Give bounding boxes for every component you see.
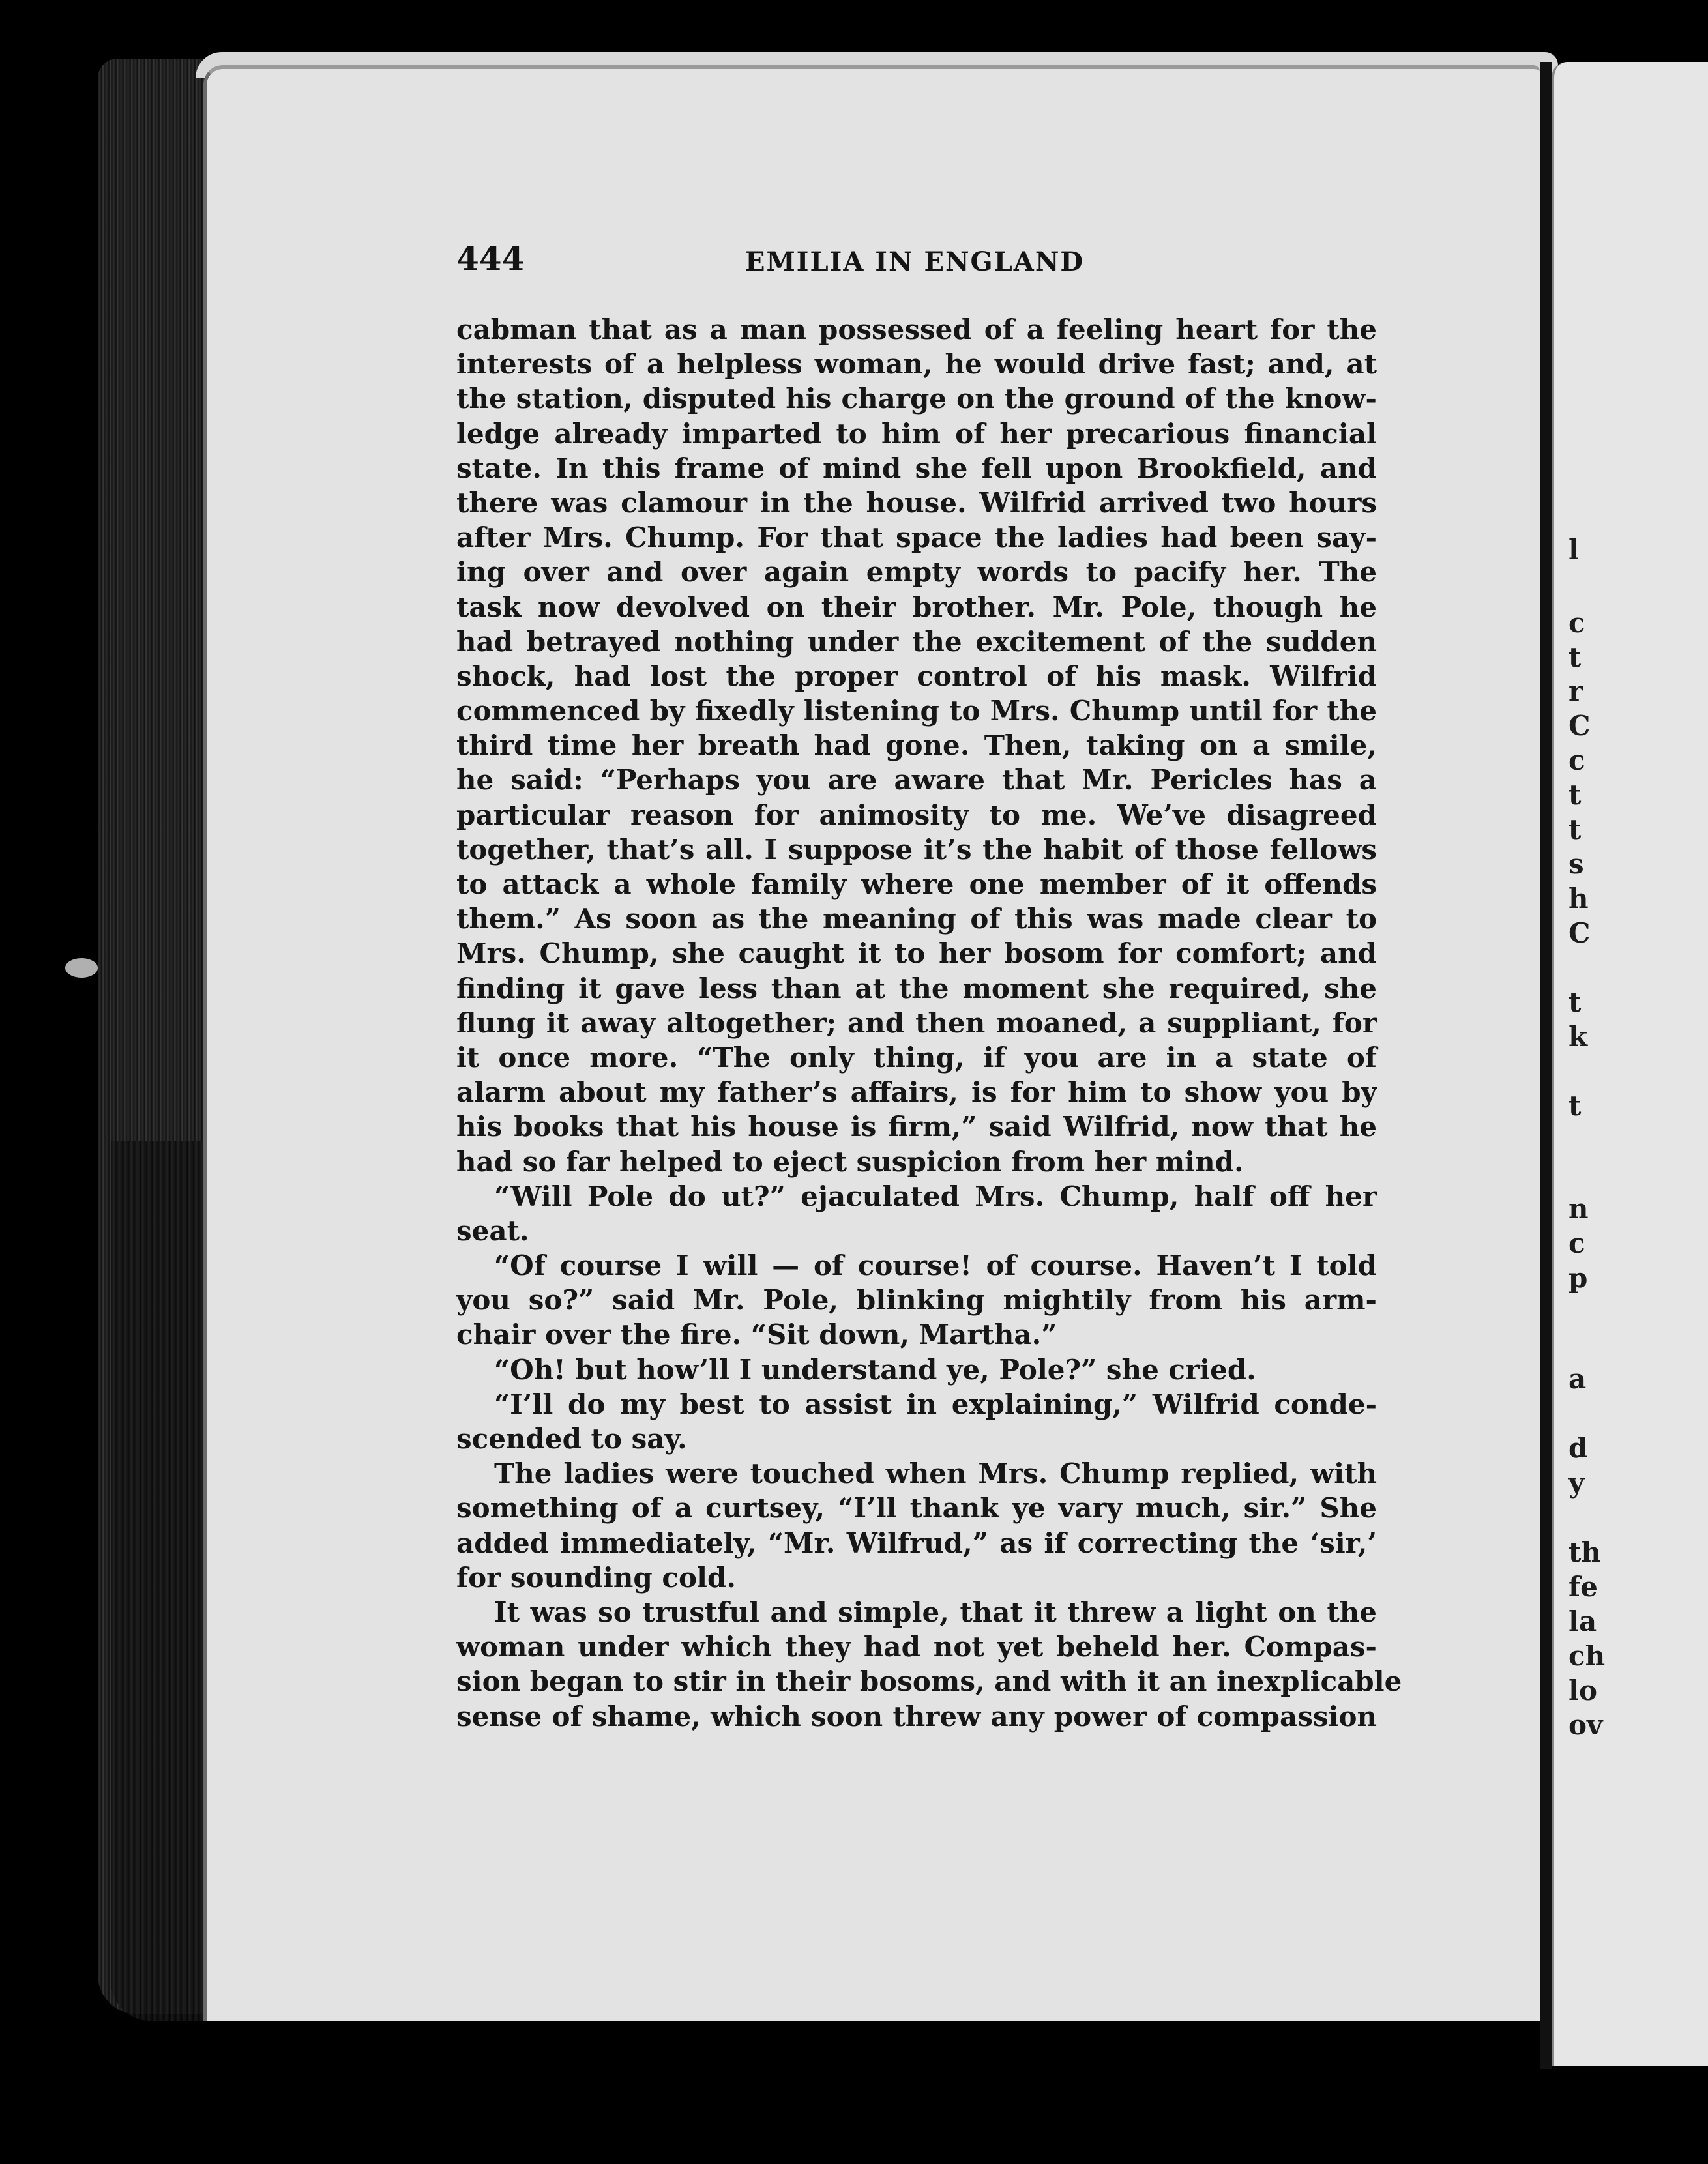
- facing-page-fragment: lo: [1568, 1674, 1597, 1706]
- text-line: Mrs. Chump, she caught it to her bosom for comfort; and: [456, 937, 1377, 970]
- facing-page-fragment: c: [1568, 1227, 1585, 1259]
- text-line: his books that his house is firm,” said Wilfrid, now that he: [456, 1111, 1377, 1143]
- facing-page-fragment: C: [1568, 710, 1591, 742]
- facing-page-fragment: fe: [1568, 1571, 1598, 1603]
- body-text: [456, 312, 1402, 1734]
- facing-page-fragment: t: [1568, 641, 1582, 673]
- text-line: shock, had lost the proper control of his mask. Wilfrid: [456, 660, 1377, 692]
- text-line: the station, disputed his charge on the ground of the know-: [456, 383, 1377, 415]
- running-title: EMILIA IN ENGLAND: [745, 246, 1085, 277]
- facing-page-fragment: l: [1568, 534, 1579, 566]
- text-line: finding it gave less than at the moment she required, she: [456, 972, 1377, 1004]
- facing-page-fragment: th: [1568, 1536, 1601, 1568]
- facing-page-fragment: la: [1568, 1605, 1597, 1637]
- facing-page: [1552, 62, 1708, 2066]
- text-line: ing over and over again empty words to pacify her. The: [456, 556, 1377, 589]
- facing-page-fragment: y: [1568, 1467, 1585, 1499]
- text-line: interests of a helpless woman, he would drive fast; and, at: [456, 348, 1377, 381]
- text-line: to attack a whole family where one member of it offends: [456, 868, 1377, 900]
- text-line: ledge already imparted to him of her precarious financial: [456, 417, 1377, 450]
- text-line: “Will Pole do ut?” ejaculated Mrs. Chump, half off her: [494, 1180, 1377, 1212]
- text-line: it once more. “The only thing, if you are in a state of: [456, 1041, 1377, 1074]
- text-line: something of a curtsey, “I’ll thank ye vary much, sir.” She: [456, 1492, 1377, 1525]
- text-line: particular reason for animosity to me. We’ve disagreed: [456, 798, 1377, 831]
- book-gutter: [1540, 62, 1552, 2069]
- text-line: he said: “Perhaps you are aware that Mr. Pericles has a: [456, 764, 1377, 797]
- text-line: you so?” said Mr. Pole, blinking mightily from his arm-: [456, 1284, 1377, 1317]
- text-line: third time her breath had gone. Then, taking on a smile,: [456, 729, 1377, 762]
- text-line: flung it away altogether; and then moaned, a suppliant, for: [456, 1006, 1377, 1039]
- text-line: It was so trustful and simple, that it threw a light on the: [494, 1596, 1377, 1628]
- facing-page-fragment: t: [1568, 1090, 1582, 1122]
- text-line: for sounding cold.: [456, 1561, 736, 1594]
- text-line: woman under which they had not yet beheld her. Compas-: [456, 1631, 1377, 1663]
- text-line: sion began to stir in their bosoms, and with it an inexplicable: [456, 1665, 1402, 1698]
- text-line: seat.: [456, 1214, 529, 1247]
- facing-page-fragment: a: [1568, 1363, 1587, 1395]
- text-line: there was clamour in the house. Wilfrid arrived two hours: [456, 486, 1377, 519]
- text-line: sense of shame, which soon threw any power of compassion: [456, 1700, 1377, 1733]
- page-number: 444: [456, 239, 525, 278]
- facing-page-fragment: d: [1568, 1432, 1588, 1464]
- facing-page-fragment: ov: [1568, 1709, 1603, 1741]
- facing-page-fragment: p: [1568, 1262, 1588, 1294]
- text-line: “Oh! but how’ll I understand ye, Pole?” she cried.: [494, 1353, 1256, 1386]
- text-line: scended to say.: [456, 1423, 687, 1455]
- text-line: “I’ll do my best to assist in explaining,” Wilfrid conde-: [494, 1388, 1377, 1420]
- facing-page-fragment: c: [1568, 744, 1585, 776]
- text-line: after Mrs. Chump. For that space the ladies had been say-: [456, 521, 1377, 554]
- text-line: them.” As soon as the meaning of this was made clear to: [456, 903, 1377, 935]
- text-line: task now devolved on their brother. Mr. Pole, though he: [456, 591, 1377, 623]
- text-line: cabman that as a man possessed of a feeling heart for the: [456, 314, 1377, 345]
- text-line: “Of course I will — of course! of course. Haven’t I told: [494, 1250, 1377, 1282]
- facing-page-fragment: C: [1568, 917, 1591, 949]
- facing-page-fragment: c: [1568, 607, 1585, 639]
- facing-page-fragment: ch: [1568, 1640, 1606, 1672]
- text-line: state. In this frame of mind she fell upon Brookfield, and: [456, 452, 1377, 484]
- book-page-edges-shadow: [111, 1141, 209, 2021]
- text-line: had so far helped to eject suspicion from her mind.: [456, 1145, 1244, 1178]
- page-edge-speck: [65, 958, 98, 978]
- text-line: added immediately, “Mr. Wilfrud,” as if correcting the ‘sir,’: [456, 1527, 1377, 1559]
- facing-page-fragment: k: [1568, 1021, 1588, 1053]
- facing-page-fragment: n: [1568, 1193, 1589, 1225]
- text-line: commenced by fixedly listening to Mrs. Chump until for the: [456, 695, 1377, 727]
- text-line: had betrayed nothing under the excitement of the sudden: [456, 625, 1377, 658]
- text-line: The ladies were touched when Mrs. Chump replied, with: [494, 1457, 1377, 1490]
- facing-page-fragment: h: [1568, 883, 1589, 914]
- facing-page-fragment: s: [1568, 848, 1584, 880]
- facing-page-fragment: t: [1568, 779, 1582, 811]
- text-line: chair over the fire. “Sit down, Martha.”: [456, 1319, 1057, 1351]
- facing-page-fragment: t: [1568, 813, 1582, 845]
- facing-page-fragment: t: [1568, 986, 1582, 1018]
- text-line: alarm about my father’s affairs, is for him to show you by: [456, 1076, 1377, 1109]
- facing-page-fragment: r: [1568, 675, 1583, 707]
- text-line: together, that’s all. I suppose it’s the habit of those fellows: [456, 833, 1377, 866]
